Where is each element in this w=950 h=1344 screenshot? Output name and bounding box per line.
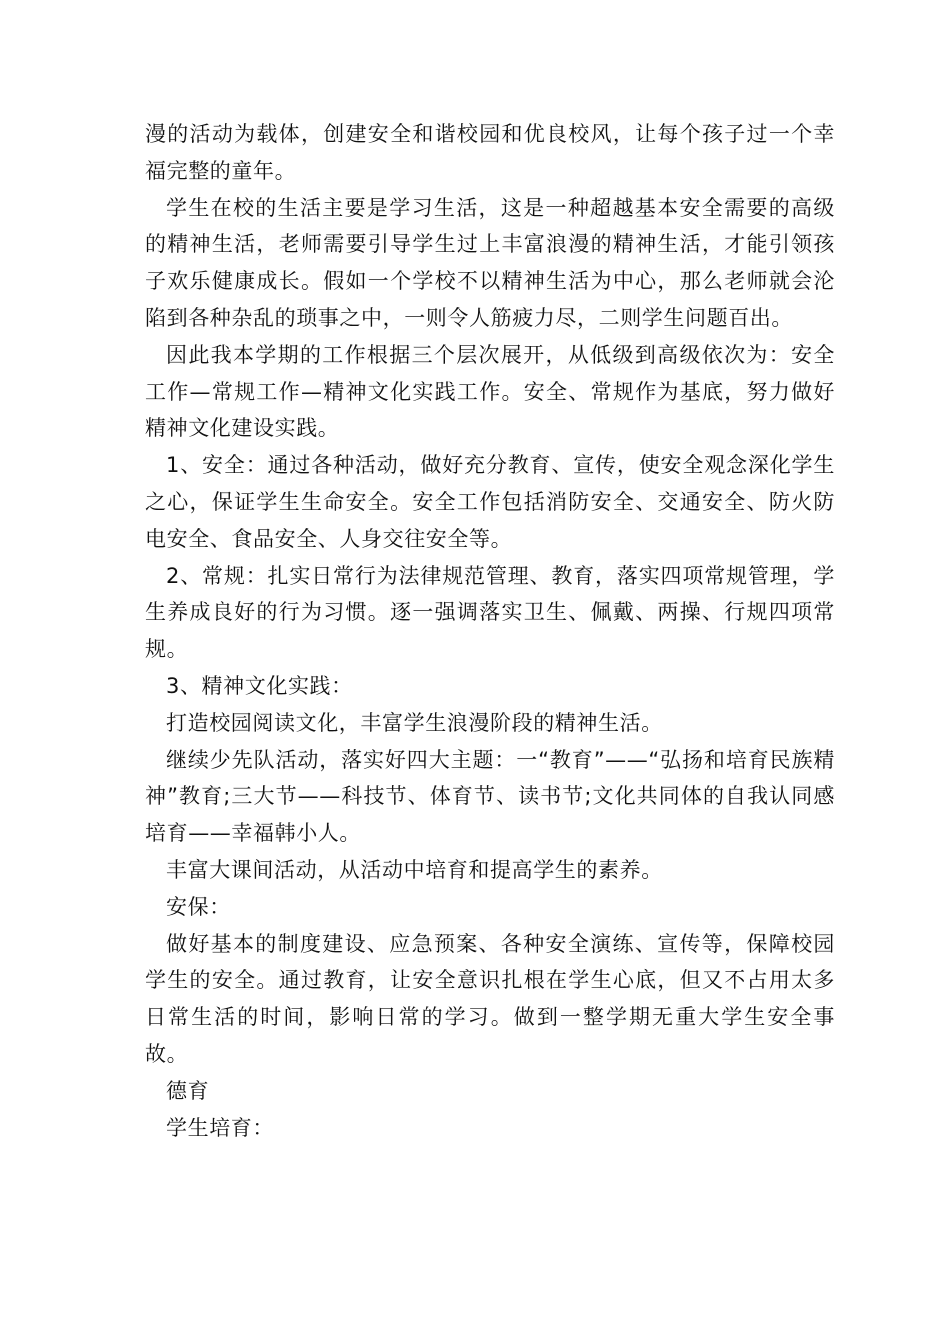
- paragraph-routine: 2、常规：扎实日常行为法律规范管理、教育，落实四项常规管理，学生养成良好的行为习惯。逐一强调落实卫生、佩戴、两操、行规四项常规。: [145, 563, 835, 662]
- paragraph-student-cultivation-heading: 学生培育：: [166, 1115, 274, 1140]
- paragraph-continuation: 漫的活动为载体，创建安全和谐校园和优良校风，让每个孩子过一个幸福完整的童年。: [145, 122, 835, 183]
- paragraph-security-heading: 安保：: [166, 894, 231, 919]
- document-body: [145, 116, 835, 1146]
- paragraph-student-life: 学生在校的生活主要是学习生活，这是一种超越基本安全需要的高级的精神生活，老师需要引导学生过上丰富浪漫的精神生活，才能引领孩子欢乐健康成长。假如一个学校不以精神生活为中心，那么老师就会沦陷到各种杂乱的琐事之中，一则令人筋疲力尽，二则学生问题百出。: [145, 195, 835, 330]
- paragraph-security-details: 做好基本的制度建设、应急预案、各种安全演练、宣传等，保障校园学生的安全。通过教育，让安全意识扎根在学生心底，但又不占用太多日常生活的时间，影响日常的学习。做到一整学期无重大学生安全事故。: [145, 931, 835, 1066]
- paragraph-young-pioneers: 继续少先队活动，落实好四大主题：一“教育”——“弘扬和培育民族精神”教育;三大节——科技节、体育节、读书节;文化共同体的自我认同感培育——幸福韩小人。: [145, 747, 835, 846]
- paragraph-culture-heading: 3、精神文化实践：: [166, 673, 353, 698]
- paragraph-moral-education-heading: 德育: [166, 1078, 210, 1103]
- paragraph-safety: 1、安全：通过各种活动，做好充分教育、宣传，使安全观念深化学生之心，保证学生生命安全。安全工作包括消防安全、交通安全、防火防电安全、食品安全、人身交往安全等。: [145, 453, 835, 551]
- paragraph-recess-activities: 丰富大课间活动，从活动中培育和提高学生的素养。: [166, 857, 663, 882]
- paragraph-work-levels: 因此我本学期的工作根据三个层次展开，从低级到高级依次为：安全工作—常规工作—精神文化实践工作。安全、常规作为基底，努力做好精神文化建设实践。: [145, 342, 835, 441]
- paragraph-reading-culture: 打造校园阅读文化，丰富学生浪漫阶段的精神生活。: [166, 710, 663, 735]
